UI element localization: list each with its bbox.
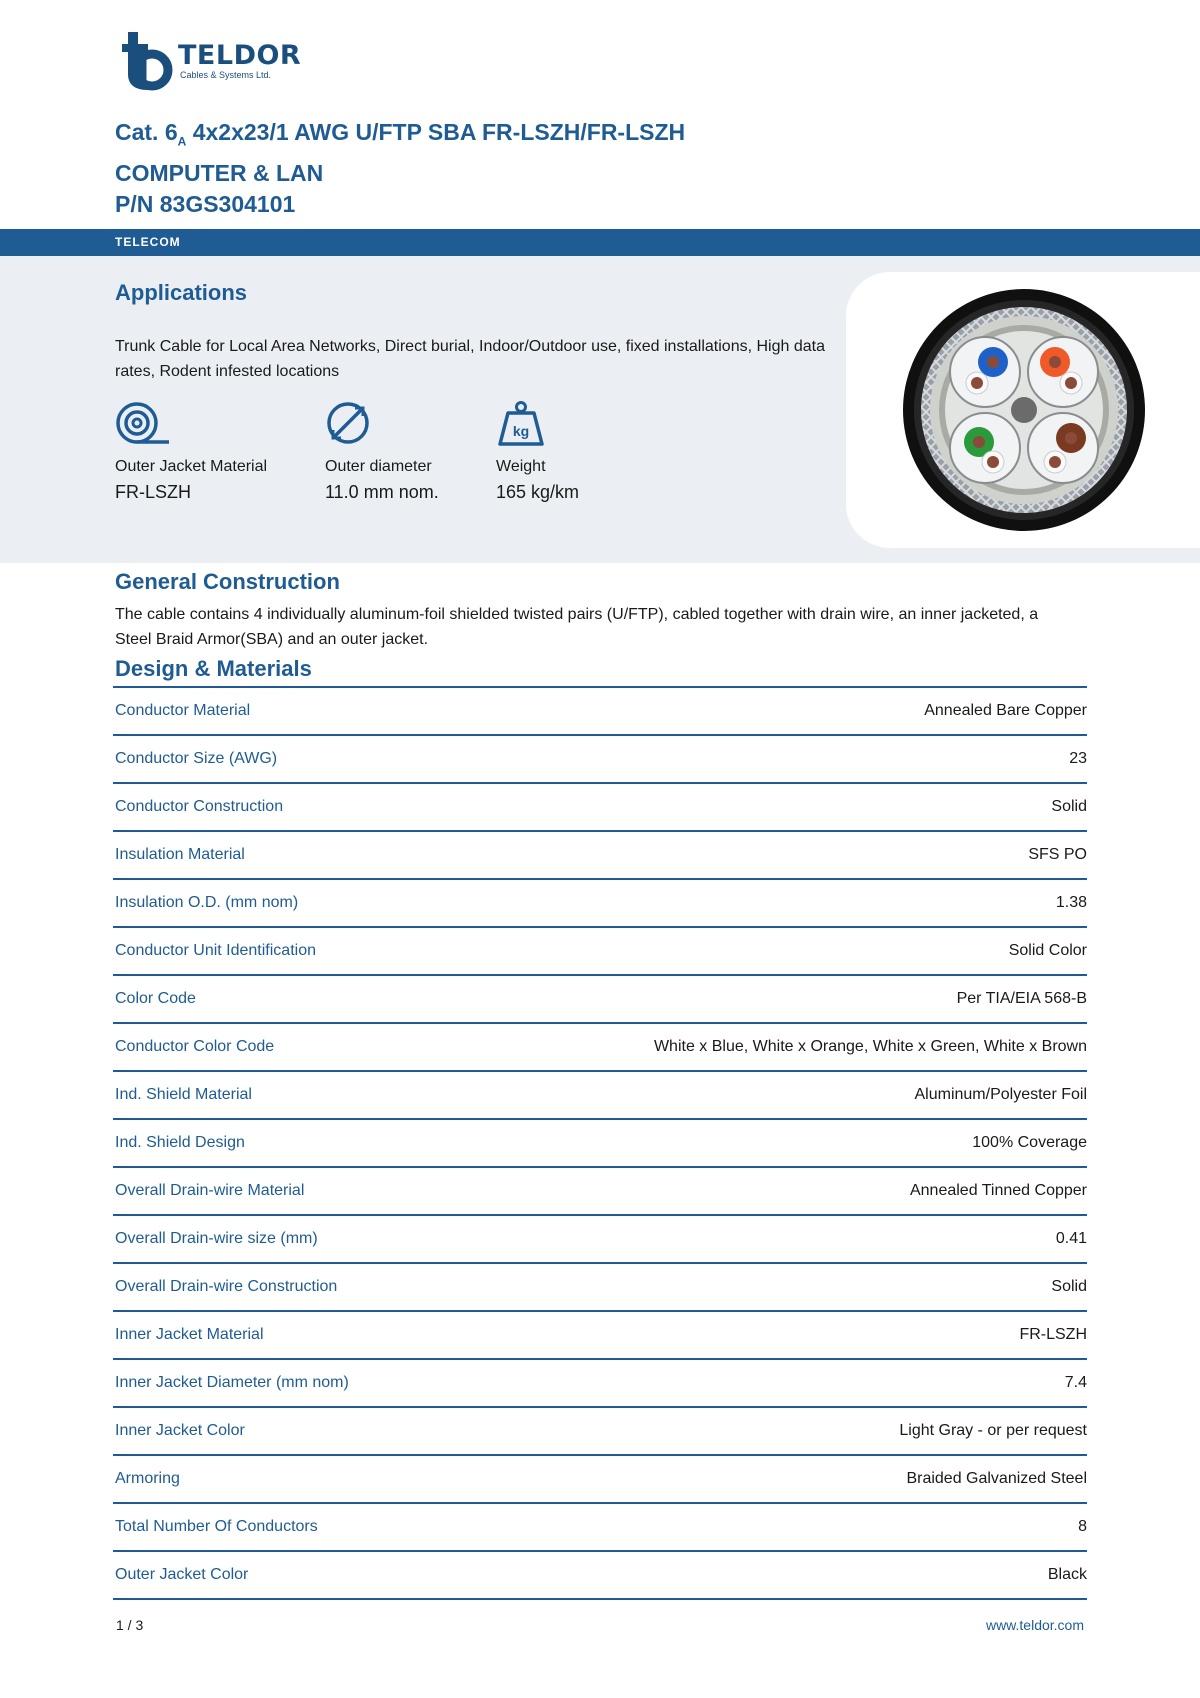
row-label: Overall Drain-wire Material xyxy=(115,1182,305,1199)
table-row xyxy=(113,976,1087,1024)
row-label: Overall Drain-wire size (mm) xyxy=(115,1230,318,1247)
product-title xyxy=(115,116,685,158)
row-value: 7.4 xyxy=(1064,1374,1087,1391)
row-value: SFS PO xyxy=(1028,846,1087,863)
table-row xyxy=(113,1120,1087,1168)
table-row xyxy=(113,1312,1087,1360)
row-label: Outer Jacket Color xyxy=(115,1566,249,1583)
spec-outer-diameter xyxy=(325,400,525,503)
applications-heading: Applications xyxy=(115,280,248,305)
table-row xyxy=(113,880,1087,928)
row-value: 23 xyxy=(1069,750,1087,767)
diameter-icon xyxy=(325,400,373,448)
design-materials-heading: Design & Materials xyxy=(115,656,312,681)
spec-value: 11.0 mm nom. xyxy=(325,482,439,502)
row-label: Inner Jacket Material xyxy=(115,1326,264,1343)
table-row xyxy=(113,1360,1087,1408)
row-label: Conductor Size (AWG) xyxy=(115,750,278,767)
row-value: Black xyxy=(1047,1566,1087,1583)
design-materials-table xyxy=(113,686,1087,1600)
spec-value: 165 kg/km xyxy=(496,482,580,502)
row-value: 100% Coverage xyxy=(972,1134,1087,1151)
row-label: Insulation Material xyxy=(115,846,245,863)
table-row xyxy=(113,784,1087,832)
cable-cross-section-illustration xyxy=(846,272,1200,548)
row-value: 1.38 xyxy=(1055,894,1087,911)
teldor-logo-icon xyxy=(114,30,174,92)
section-bar xyxy=(0,229,1200,256)
table-row xyxy=(113,1216,1087,1264)
row-value: 8 xyxy=(1078,1518,1087,1535)
spec-outer-jacket xyxy=(115,400,315,503)
table-row xyxy=(113,832,1087,880)
row-label: Inner Jacket Color xyxy=(115,1422,245,1439)
table-row xyxy=(113,1024,1087,1072)
row-label: Conductor Construction xyxy=(115,798,284,815)
table-row xyxy=(113,1552,1087,1600)
spec-label: Outer diameter xyxy=(325,458,432,475)
row-label: Armoring xyxy=(115,1470,180,1487)
row-value: Aluminum/Polyester Foil xyxy=(914,1086,1087,1103)
company-logo xyxy=(114,30,301,92)
row-label: Color Code xyxy=(115,990,196,1007)
table-row xyxy=(113,1504,1087,1552)
title-rest: 4x2x23/1 AWG U/FTP SBA FR-LSZH/FR-LSZH xyxy=(186,119,686,145)
title-prefix: Cat. 6 xyxy=(115,119,178,145)
logo-name: TELDOR xyxy=(178,39,302,71)
row-value: 0.41 xyxy=(1055,1230,1087,1247)
table-row xyxy=(113,1168,1087,1216)
spec-value: FR-LSZH xyxy=(115,482,191,502)
weight-icon-text: kg xyxy=(512,423,530,439)
row-value: Annealed Tinned Copper xyxy=(909,1182,1087,1199)
logo-subtitle: Cables & Systems Ltd. xyxy=(180,69,272,80)
row-value: Solid xyxy=(1051,798,1087,815)
applications-description: Trunk Cable for Local Area Networks, Direct burial, Indoor/Outdoor use, fixed installations, High data rates, Rodent infested locations xyxy=(115,338,825,380)
table-row xyxy=(113,736,1087,784)
row-label: Ind. Shield Design xyxy=(115,1134,245,1151)
part-number: P/N 83GS304101 xyxy=(115,190,296,217)
row-label: Conductor Color Code xyxy=(115,1038,275,1055)
table-row xyxy=(113,1072,1087,1120)
row-value: Annealed Bare Copper xyxy=(924,702,1087,719)
row-label: Inner Jacket Diameter (mm nom) xyxy=(115,1374,349,1391)
row-value: Per TIA/EIA 568-B xyxy=(956,990,1087,1007)
applications-panel xyxy=(0,256,1200,563)
row-label: Total Number Of Conductors xyxy=(115,1518,318,1535)
row-value: Light Gray - or per request xyxy=(899,1422,1087,1439)
page-number: 1 / 3 xyxy=(116,1617,144,1633)
table-row xyxy=(113,1264,1087,1312)
row-label: Ind. Shield Material xyxy=(115,1086,252,1103)
cable-reel-icon xyxy=(115,400,171,448)
table-row xyxy=(113,928,1087,976)
cable-cross-section-card xyxy=(846,272,1200,548)
spec-label: Weight xyxy=(496,458,546,475)
website-link[interactable]: www.teldor.com xyxy=(985,1617,1084,1633)
row-value: Braided Galvanized Steel xyxy=(906,1470,1087,1487)
product-title-block xyxy=(115,116,685,220)
table-row xyxy=(113,1456,1087,1504)
row-value: Solid Color xyxy=(1008,942,1087,959)
row-label: Conductor Unit Identification xyxy=(115,942,316,959)
table-row xyxy=(113,688,1087,736)
row-value: Solid xyxy=(1051,1278,1087,1295)
row-label: Insulation O.D. (mm nom) xyxy=(115,894,299,911)
general-construction-text: The cable contains 4 individually aluminum-foil shielded twisted pairs (U/FTP), cabled together with drain wire, an inner jacketed, a Steel Braid Armor(SBA) and an outer jacket. xyxy=(115,606,1039,648)
table-row xyxy=(113,1408,1087,1456)
row-value: FR-LSZH xyxy=(1019,1326,1087,1343)
spec-label: Outer Jacket Material xyxy=(115,458,268,475)
row-label: Overall Drain-wire Construction xyxy=(115,1278,338,1295)
row-value: White x Blue, White x Orange, White x Green, White x Brown xyxy=(653,1038,1087,1055)
title-subscript: A xyxy=(177,134,187,149)
spec-weight xyxy=(496,400,696,503)
row-label: Conductor Material xyxy=(115,702,251,719)
weight-icon xyxy=(496,400,546,448)
section-bar-label: TELECOM xyxy=(115,235,181,249)
general-construction-heading: General Construction xyxy=(115,569,340,594)
product-category: COMPUTER & LAN xyxy=(115,159,324,186)
